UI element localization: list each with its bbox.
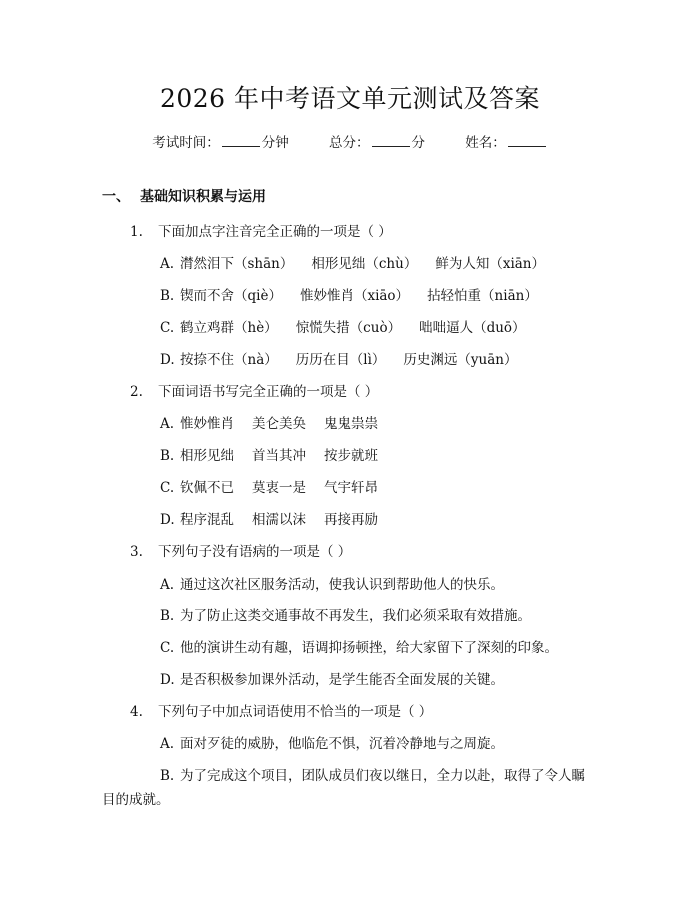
q2-option-c: [160, 479, 378, 497]
q1-option-c: [160, 319, 526, 337]
option-letter: A.: [160, 736, 175, 752]
time-label: 考试时间：: [152, 135, 220, 151]
page-title: 2026 年中考语文单元测试及答案: [159, 84, 541, 113]
q3-option-a: [160, 576, 504, 594]
score-unit: 分: [411, 135, 425, 151]
q3-option-b: [160, 607, 531, 625]
option-item: 潸然泪下（shān）: [180, 256, 294, 272]
option-item: 莫衷一是: [252, 480, 306, 496]
q4-option-b-continuation: 目的成就。: [102, 792, 170, 808]
q4-option-a: [160, 735, 504, 753]
option-letter: D.: [160, 512, 175, 528]
question-text: 下面词语书写完全正确的一项是（ ）: [158, 384, 379, 400]
option-letter: D.: [160, 352, 175, 368]
question-text: 下面加点字注音完全正确的一项是（ ）: [158, 224, 392, 240]
q3-option-c: [160, 639, 558, 657]
question-1: [130, 223, 392, 241]
option-letter: B.: [160, 448, 175, 464]
option-item: 鹤立鸡群（hè）: [180, 320, 278, 336]
option-letter: B.: [160, 608, 175, 624]
question-3: [130, 543, 351, 561]
option-item: 再接再励: [324, 512, 378, 528]
q4-option-b: [160, 767, 585, 785]
option-item: 相形见绌（chù）: [311, 256, 418, 272]
question-text: 下列句子没有语病的一项是（ ）: [158, 544, 352, 560]
name-label: 姓名：: [465, 135, 506, 151]
exam-meta: [0, 134, 700, 152]
q3-option-d: [160, 671, 504, 689]
score-label: 总分：: [329, 135, 370, 151]
option-item: 惊慌失措（cuò）: [295, 320, 402, 336]
section-heading: [102, 188, 266, 206]
option-item: 相濡以沫: [252, 512, 306, 528]
option-item: 按捺不住（nà）: [180, 352, 278, 368]
question-number: 2.: [130, 384, 143, 400]
option-item: 面对歹徒的威胁，他临危不惧，沉着冷静地与之周旋。: [180, 736, 504, 752]
option-item: 为了防止这类交通事故不再发生，我们必须采取有效措施。: [180, 608, 531, 624]
option-item: 惟妙惟肖: [180, 416, 234, 432]
option-item: 锲而不舍（qiè）: [180, 288, 282, 304]
option-item: 钦佩不已: [180, 480, 234, 496]
score-blank: [372, 134, 410, 147]
time-blank: [222, 134, 260, 147]
option-item: 惟妙惟肖（xiāo）: [299, 288, 410, 304]
option-item: 历史渊远（yuān）: [403, 352, 518, 368]
option-letter: C.: [160, 320, 175, 336]
option-item: 为了完成这个项目，团队成员们夜以继日，全力以赴，取得了令人瞩: [180, 768, 585, 784]
option-item: 气宇轩昂: [324, 480, 378, 496]
question-number: 3.: [130, 544, 143, 560]
option-item: 鲜为人知（xiān）: [435, 256, 546, 272]
q2-option-d: [160, 511, 378, 529]
time-unit: 分钟: [261, 135, 289, 151]
option-letter: D.: [160, 672, 175, 688]
option-item: 他的演讲生动有趣，语调抑扬顿挫，给大家留下了深刻的印象。: [180, 640, 558, 656]
exam-time: [152, 134, 289, 152]
question-number: 1.: [130, 224, 143, 240]
q1-option-d: [160, 351, 517, 369]
option-letter: C.: [160, 480, 175, 496]
question-number: 4.: [130, 704, 143, 720]
option-item: 鬼鬼祟祟: [324, 416, 378, 432]
option-letter: B.: [160, 768, 175, 784]
option-item: 程序混乱: [180, 512, 234, 528]
option-item: 相形见绌: [180, 448, 234, 464]
section-number: 一、: [102, 189, 130, 205]
option-item: 首当其冲: [252, 448, 306, 464]
option-item: 拈轻怕重（niān）: [427, 288, 538, 304]
option-letter: A.: [160, 256, 175, 272]
q1-option-b: [160, 287, 538, 305]
name-blank: [508, 134, 546, 147]
question-4: [130, 703, 432, 721]
question-text: 下列句子中加点词语使用不恰当的一项是（ ）: [158, 704, 433, 720]
option-letter: C.: [160, 640, 175, 656]
q2-option-b: [160, 447, 378, 465]
exam-score: [329, 134, 425, 152]
q1-option-a: [160, 255, 545, 273]
option-letter: A.: [160, 577, 175, 593]
option-item: 通过这次社区服务活动，使我认识到帮助他人的快乐。: [180, 577, 504, 593]
option-letter: A.: [160, 416, 175, 432]
section-title: 基础知识积累与运用: [140, 189, 266, 205]
question-2: [130, 383, 378, 401]
option-item: 是否积极参加课外活动，是学生能否全面发展的关键。: [180, 672, 504, 688]
option-letter: B.: [160, 288, 175, 304]
option-item: 美仑美奂: [252, 416, 306, 432]
option-item: 历历在目（lì）: [295, 352, 386, 368]
option-item: 咄咄逼人（duō）: [419, 320, 526, 336]
q2-option-a: [160, 415, 378, 433]
option-item: 按步就班: [324, 448, 378, 464]
exam-name: [465, 134, 548, 152]
